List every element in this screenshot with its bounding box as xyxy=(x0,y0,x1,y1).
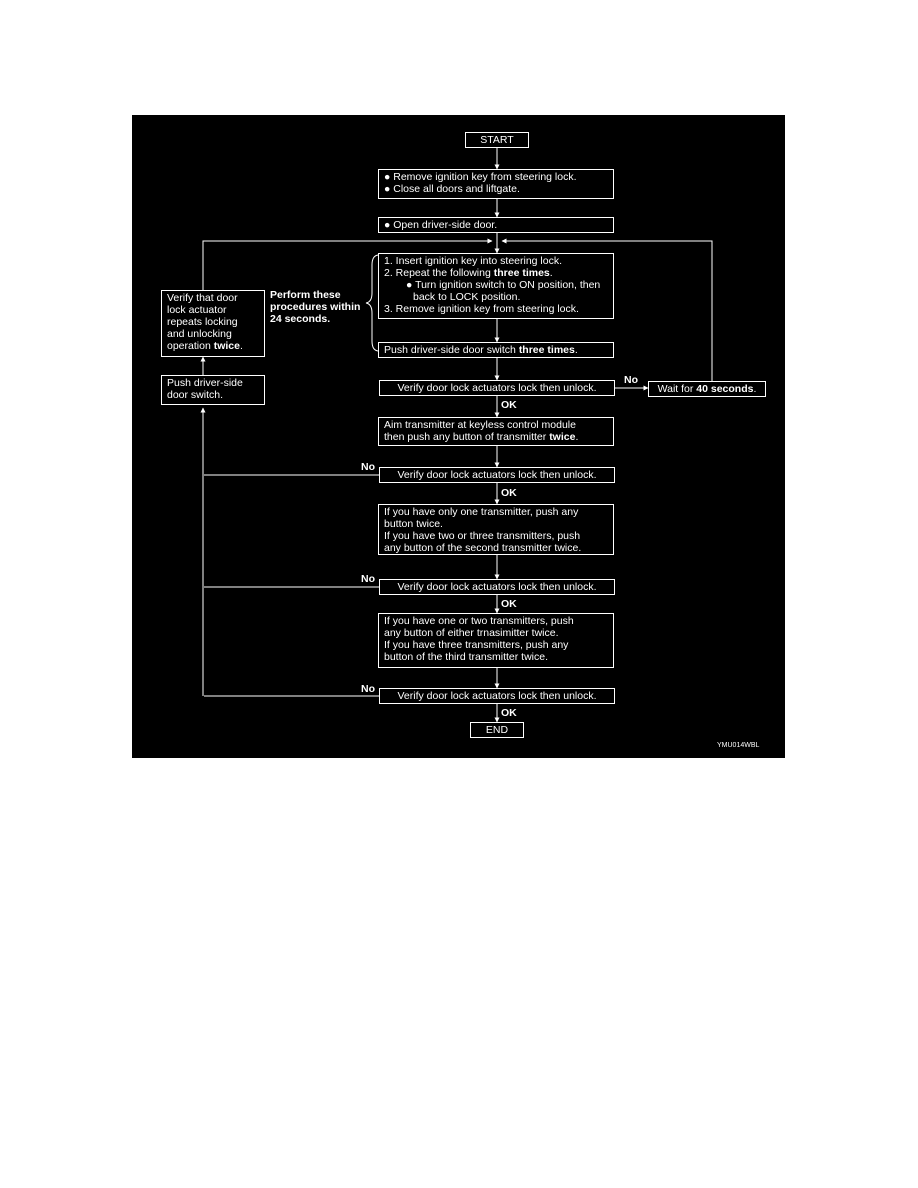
aim-line-1: Aim transmitter at keyless control module xyxy=(384,419,576,431)
push-three-box xyxy=(378,342,614,358)
third-transmitter-box xyxy=(378,613,614,668)
verify-box-2 xyxy=(379,467,615,483)
verify-repeat-box xyxy=(161,290,265,357)
verify-label-4: Verify door lock actuators lock then unlock. xyxy=(397,690,597,702)
third-line-1: If you have one or two transmitters, push xyxy=(384,615,574,627)
push-three-text: Push driver-side door switch xyxy=(384,344,519,356)
aim-line-2 xyxy=(384,431,608,443)
aim-box xyxy=(378,417,614,446)
push-three-end: . xyxy=(574,344,578,356)
third-line-2: any button of either trnasimitter twice. xyxy=(384,627,559,639)
turn-switch-line: ● Turn ignition switch to ON position, then xyxy=(406,279,601,291)
push-side-line-1: Push driver-side xyxy=(167,377,243,389)
second-line-4: any button of the second transmitter twice. xyxy=(384,542,582,554)
repeat-line-1: Verify that door xyxy=(167,292,238,304)
no-label-3: No xyxy=(361,573,375,585)
second-line-1: If you have only one transmitter, push any xyxy=(384,506,579,518)
wait-box xyxy=(648,381,766,397)
three-times-text: three times xyxy=(493,267,550,279)
wait-bold: 40 seconds xyxy=(696,383,754,395)
start-box xyxy=(465,132,529,148)
repeat-end: . xyxy=(549,267,553,279)
perform-line-2: procedures within xyxy=(270,301,361,313)
remove-key-line: ● Remove ignition key from steering lock. xyxy=(384,171,577,183)
insert-key-line: 1. Insert ignition key into steering lock. xyxy=(384,255,563,267)
verify-label-2: Verify door lock actuators lock then unlock. xyxy=(397,469,597,481)
perform-line-1: Perform these xyxy=(270,289,341,301)
second-line-2: button twice. xyxy=(384,518,443,530)
repeat-text: 2. Repeat the following xyxy=(384,267,494,279)
no-label-4: No xyxy=(361,683,375,695)
verify-box-4 xyxy=(379,688,615,704)
wait-text: Wait for xyxy=(657,383,697,395)
push-side-box xyxy=(161,375,265,405)
second-transmitter-box xyxy=(378,504,614,555)
ok-label-1: OK xyxy=(501,399,517,411)
repeat-op-end: . xyxy=(239,340,243,352)
no-label-2: No xyxy=(361,461,375,473)
third-line-3: If you have three transmitters, push any xyxy=(384,639,569,651)
ok-label-4: OK xyxy=(501,707,517,719)
repeat-line-5 xyxy=(167,340,259,352)
aim-bold: twice xyxy=(549,431,576,443)
close-doors-line: ● Close all doors and liftgate. xyxy=(384,183,520,195)
verify-box-3 xyxy=(379,579,615,595)
third-line-4: button of the third transmitter twice. xyxy=(384,651,548,663)
start-label: START xyxy=(480,134,514,146)
aim-end: . xyxy=(575,431,579,443)
repeat-line-2: lock actuator xyxy=(167,304,227,316)
repeat-line xyxy=(384,267,608,279)
end-label: END xyxy=(485,724,509,736)
remove-key-line-2: 3. Remove ignition key from steering lock. xyxy=(384,303,579,315)
perform-line-3: 24 seconds. xyxy=(270,313,331,325)
ok-label-3: OK xyxy=(501,598,517,610)
lock-position-line: back to LOCK position. xyxy=(413,291,521,303)
wait-end: . xyxy=(753,383,757,395)
figure-code: YMU014WBL xyxy=(717,742,760,749)
end-box xyxy=(470,722,524,738)
push-side-line-2: door switch. xyxy=(167,389,224,401)
repeat-line-3: repeats locking xyxy=(167,316,238,328)
verify-label-3: Verify door lock actuators lock then unlock. xyxy=(397,581,597,593)
flowchart xyxy=(132,115,785,758)
sequence-box xyxy=(378,253,614,319)
second-line-3: If you have two or three transmitters, push xyxy=(384,530,581,542)
verify-label-1: Verify door lock actuators lock then unlock. xyxy=(397,382,597,394)
repeat-line-4: and unlocking xyxy=(167,328,232,340)
open-door-line: ● Open driver-side door. xyxy=(384,219,498,231)
perform-note xyxy=(270,289,360,325)
no-label-wait: No xyxy=(624,374,638,386)
remove-key-box xyxy=(378,169,614,199)
verify-box-1 xyxy=(379,380,615,396)
aim-text: then push any button of transmitter xyxy=(384,431,550,443)
ok-label-2: OK xyxy=(501,487,517,499)
repeat-twice: twice xyxy=(213,340,240,352)
open-door-box xyxy=(378,217,614,233)
push-three-bold: three times xyxy=(518,344,575,356)
repeat-op: operation xyxy=(167,340,214,352)
